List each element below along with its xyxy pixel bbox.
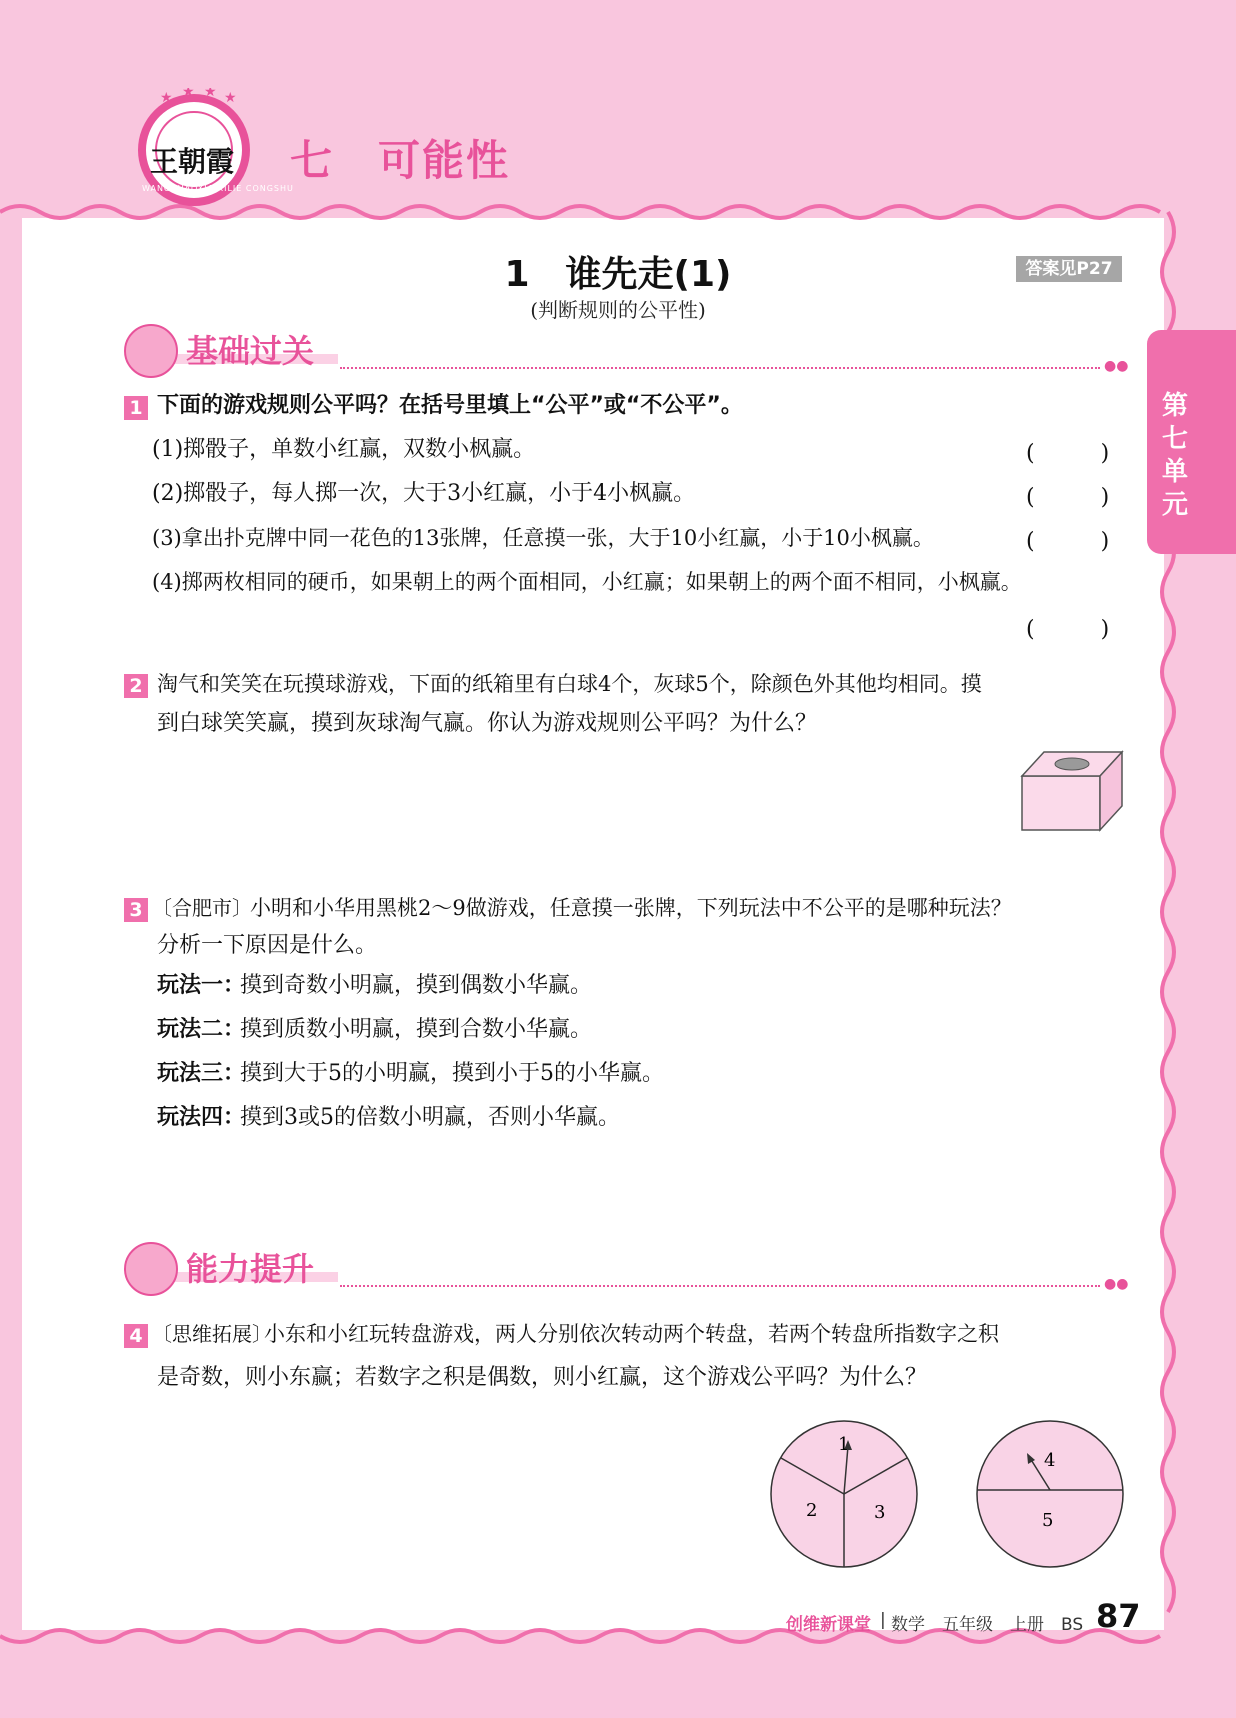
method-label: 玩法四： xyxy=(157,1105,246,1130)
question-text: 分析一下原因是什么。 xyxy=(157,933,378,958)
spinner-three-sections xyxy=(766,1416,922,1572)
question-number: 1 xyxy=(124,396,148,420)
footer-brand: 创维新课堂 xyxy=(786,1615,871,1635)
svg-text:★: ★ xyxy=(160,90,173,106)
lesson-subtitle: (判断规则的公平性) xyxy=(530,298,706,322)
section-advanced-title: 能力提升 xyxy=(186,1250,315,1288)
svg-text:★: ★ xyxy=(204,88,217,100)
page-number: 87 xyxy=(1096,1597,1141,1635)
svg-text:★: ★ xyxy=(224,90,237,106)
footer-separator: | xyxy=(880,1610,886,1630)
question-text: 到白球笑笑赢，摸到灰球淘气赢。你认为游戏规则公平吗？为什么？ xyxy=(157,711,818,736)
svg-text:★: ★ xyxy=(182,88,195,100)
question-number: 4 xyxy=(124,1324,148,1348)
spinner-number: 5 xyxy=(1042,1510,1054,1531)
footer-meta: 数学 五年级 上册 BS xyxy=(891,1615,1084,1635)
chapter-tab-label: 第七单元 xyxy=(1161,391,1188,520)
answer-blank[interactable]: ( ) xyxy=(1026,529,1110,554)
question-text: 小明和小华用黑桃2～9做游戏，任意摸一张牌，下列玩法中不公平的是哪种玩法？ xyxy=(250,896,1012,920)
method-text: 摸到3或5的倍数小明赢，否则小华赢。 xyxy=(240,1105,620,1130)
question-tag: 〔思维拓展〕 xyxy=(152,1322,272,1346)
logo-ring-text: WANGZHAOXIA XILIE CONGSHU xyxy=(142,184,294,193)
method-label: 玩法一： xyxy=(157,973,246,998)
spinner-number: 1 xyxy=(838,1434,850,1455)
unit-title: 七 可能性 xyxy=(290,136,511,185)
method-text: 摸到大于5的小明赢，摸到小于5的小华赢。 xyxy=(240,1061,664,1086)
q1-item: (2)掷骰子，每人掷一次，大于3小红赢，小于4小枫赢。 xyxy=(152,481,696,506)
answer-blank[interactable]: ( ) xyxy=(1026,617,1110,642)
q1-item: (4)掷两枚相同的硬币，如果朝上的两个面相同，小红赢；如果朝上的两个面不相同，小枫赢。 xyxy=(152,570,1022,594)
q1-item: (3)拿出扑克牌中同一花色的13张牌，任意摸一张，大于10小红赢，小于10小枫赢。 xyxy=(152,526,934,550)
spinner-two-sections xyxy=(972,1416,1128,1572)
question-text: 淘气和笑笑在玩摸球游戏，下面的纸箱里有白球4个，灰球5个，除颜色外其他均相同。摸 xyxy=(157,672,982,696)
question-stem: 下面的游戏规则公平吗？在括号里填上“公平”或“不公平”。 xyxy=(157,393,743,418)
dots-icon: ●● xyxy=(1104,1276,1129,1292)
question-text: 是奇数，则小东赢；若数字之积是偶数，则小红赢，这个游戏公平吗？为什么？ xyxy=(157,1365,928,1390)
cartoon-icon xyxy=(124,324,178,378)
method-label: 玩法三： xyxy=(157,1061,246,1086)
section-basic-title: 基础过关 xyxy=(186,332,315,370)
cartoon-icon xyxy=(124,1242,178,1296)
question-text: 小东和小红玩转盘游戏，两人分别依次转动两个转盘，若两个转盘所指数字之积 xyxy=(264,1322,999,1346)
answer-blank[interactable]: ( ) xyxy=(1026,485,1110,510)
logo-text: 王朝霞 xyxy=(150,145,235,178)
lesson-title: 1 谁先走(1) xyxy=(504,254,732,295)
spinner-number: 4 xyxy=(1044,1450,1056,1471)
box-icon xyxy=(1018,748,1124,832)
answer-reference-badge: 答案见P27 xyxy=(1016,256,1122,282)
question-tag: 〔合肥市〕 xyxy=(152,896,252,920)
section-divider xyxy=(340,367,1100,369)
method-label: 玩法二： xyxy=(157,1017,246,1042)
section-divider xyxy=(340,1285,1100,1287)
method-text: 摸到奇数小明赢，摸到偶数小华赢。 xyxy=(240,973,593,998)
question-number: 3 xyxy=(124,898,148,922)
spinner-number: 2 xyxy=(806,1500,818,1521)
dots-icon: ●● xyxy=(1104,358,1129,374)
question-number: 2 xyxy=(124,674,148,698)
q1-item: (1)掷骰子，单数小红赢，双数小枫赢。 xyxy=(152,437,536,462)
spinner-number: 3 xyxy=(874,1502,886,1523)
method-text: 摸到质数小明赢，摸到合数小华赢。 xyxy=(240,1017,593,1042)
answer-blank[interactable]: ( ) xyxy=(1026,441,1110,466)
